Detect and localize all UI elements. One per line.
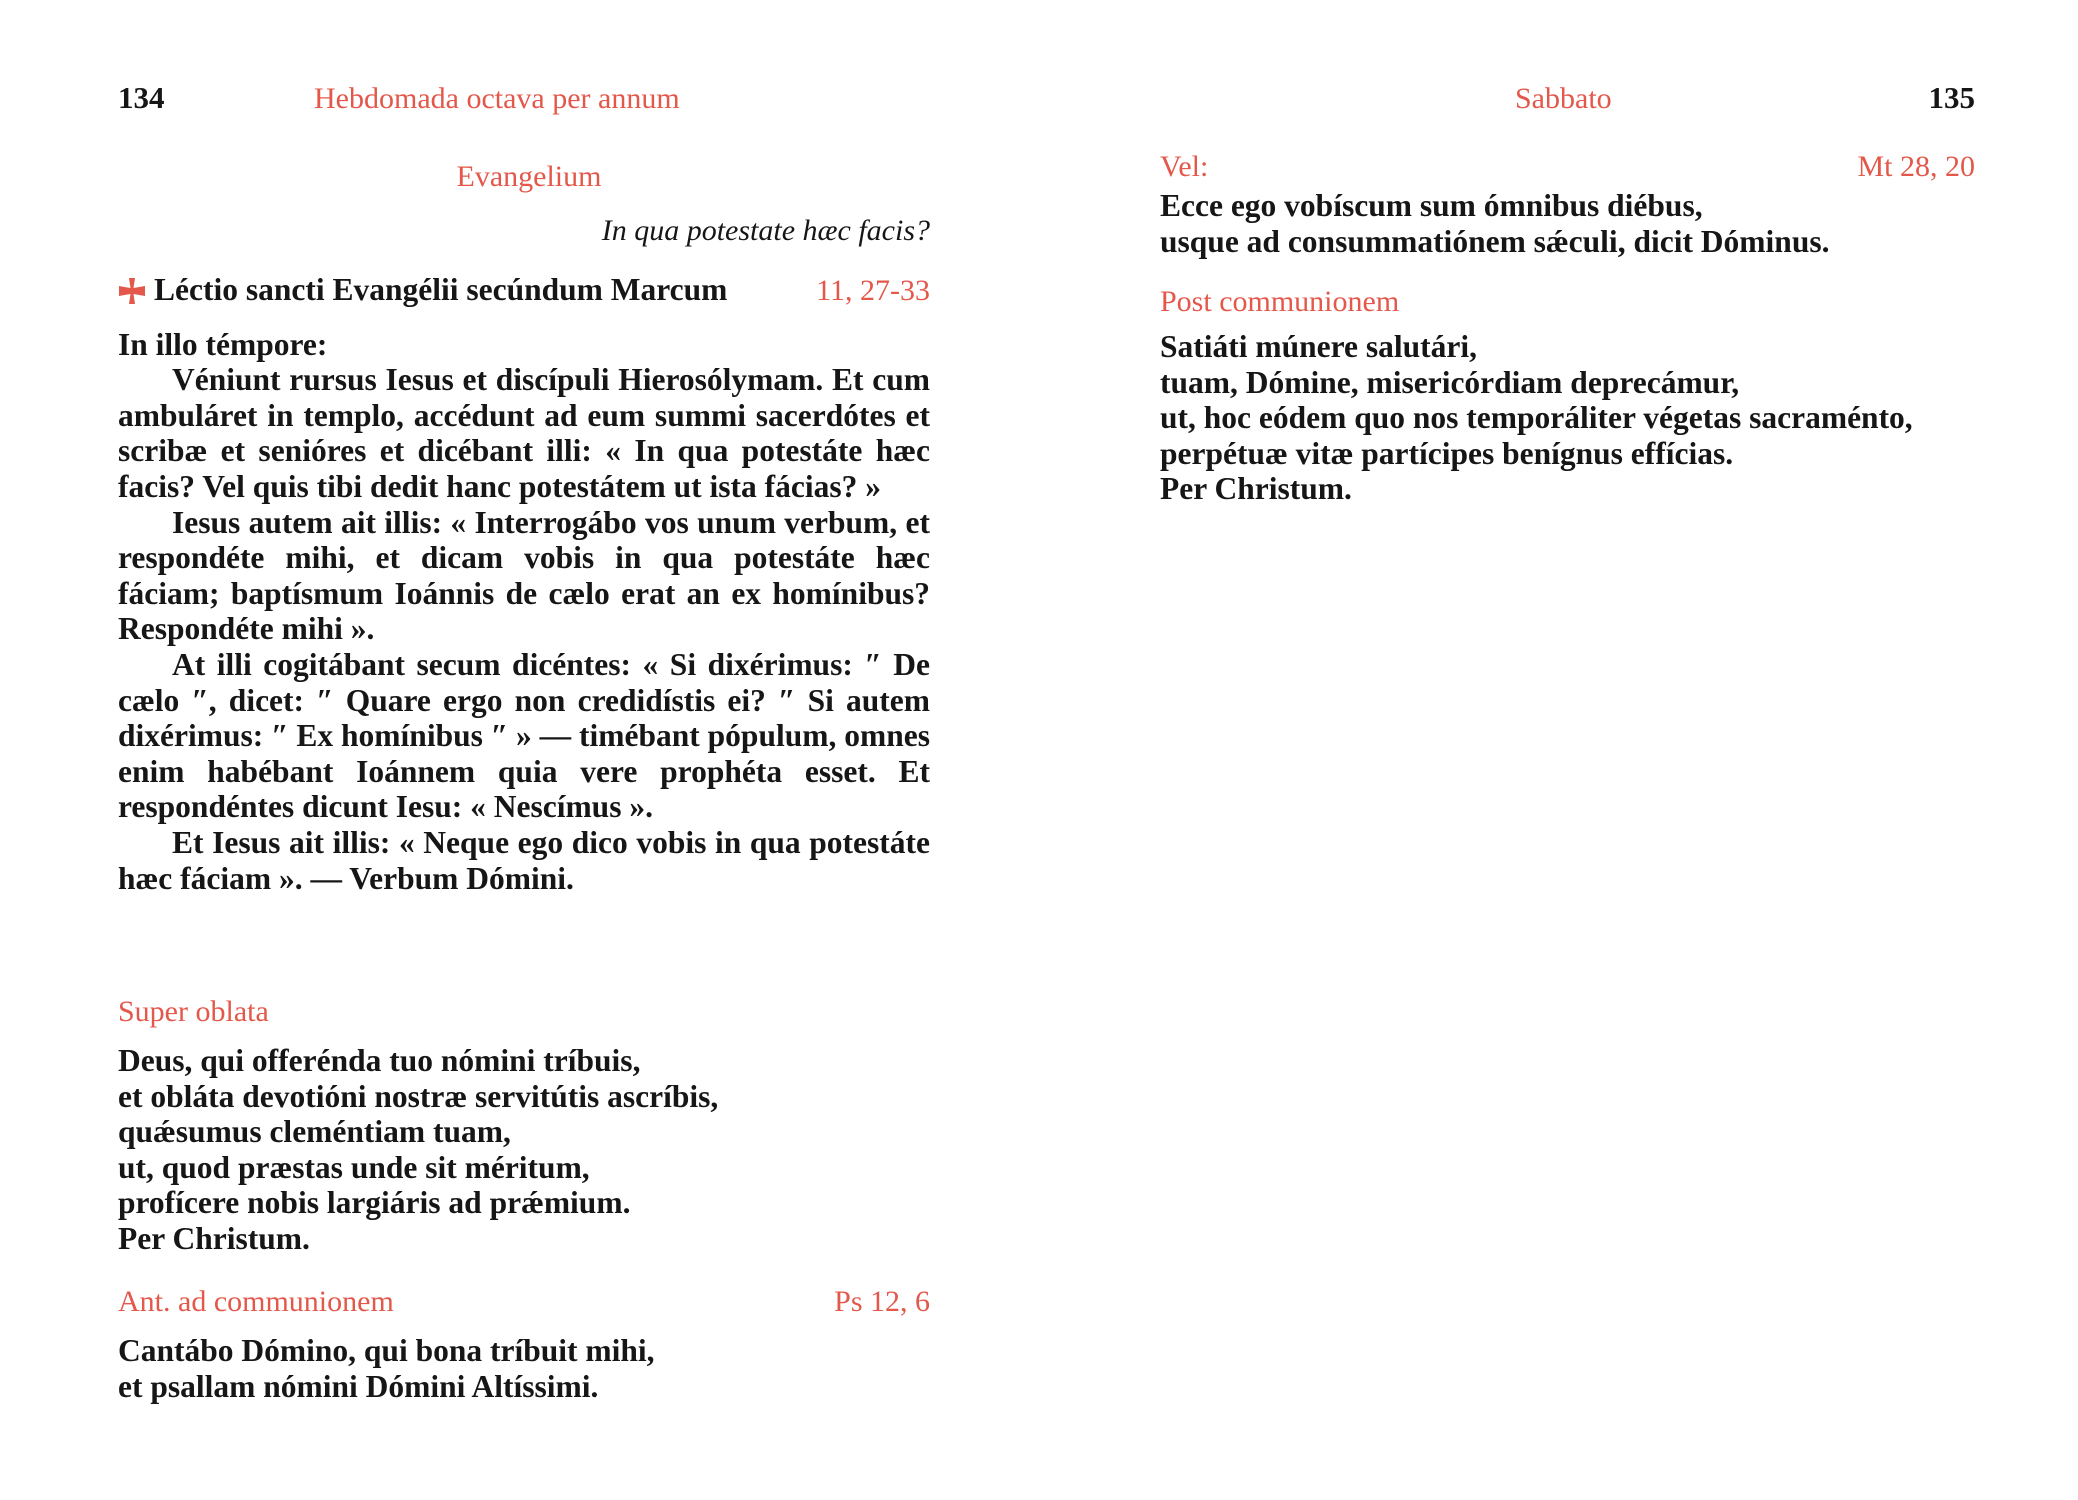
page-number-right: 135 [1928,80,1975,115]
text-line: tuam, Dómine, misericórdiam deprecámur, [1160,364,1740,400]
text-line: Ecce ego vobíscum sum ómnibus diébus, [1160,188,1703,223]
communion-antiphon-section [118,1285,930,1404]
text-line: profícere nobis largiáris ad prǽmium. [118,1185,631,1221]
lectio-reference: 11, 27-33 [816,274,930,307]
vel-heading: Vel: [1160,150,1209,183]
page-number-left: 134 [118,80,165,115]
right-page [1160,0,1975,1500]
vel-reference: Mt 28, 20 [1857,150,1975,183]
super-oblata-heading: Super oblata [118,995,269,1028]
post-communionem-text [1160,329,1975,507]
text-line: usque ad consummatiónem sǽculi, dicit Dóminus. [1160,223,1830,259]
text-line: Deus, qui offerénda tuo nómini tríbuis, [118,1043,641,1078]
gospel-paragraph-1: Véniunt rursus Iesus et discípuli Hierosólymam. Et cum ambuláret in templo, accédunt ad eum summi sacerdótes et scribæ et senióres et dicébant illi: « In qua potestáte hæc facis? Vel quis tibi dedit hanc potestátem ut ista fácias? » [118,362,930,504]
lectio-row [118,272,930,313]
opening-line: In illo témpore: [118,326,328,362]
text-line: ut, hoc eódem quo nos temporáliter végetas sacraménto, [1160,400,1913,436]
running-head-right: Sabbato [1515,82,1612,115]
left-page [118,0,930,1500]
cross-icon [118,277,146,313]
text-line: Satiáti múnere salutári, [1160,329,1478,364]
text-line: quǽsumus cleméntiam tuam, [118,1114,511,1150]
gospel-paragraph-4: Et Iesus ait illis: « Neque ego dico vobis in qua potestáte hæc fáciam ». — Verbum Dómini. [118,824,930,896]
text-line: perpétuæ vitæ partícipes benígnus effícias. [1160,435,1734,471]
running-head-left: Hebdomada octava per annum [314,82,680,115]
communion-antiphon-header [118,1285,930,1319]
text-line: et psallam nómini Dómini Altíssimi. [118,1368,599,1404]
super-oblata-text [118,1043,930,1257]
post-communionem-heading: Post communionem [1160,285,1400,318]
evangelium-section [118,160,930,896]
communion-antiphon-reference: Ps 12, 6 [834,1285,930,1318]
lectio-line: Léctio sancti Evangélii secúndum Marcum [118,272,727,313]
communion-antiphon-heading: Ant. ad communionem [118,1285,394,1318]
evangelium-heading: Evangelium [456,160,602,193]
text-line: Per Christum. [1160,471,1352,507]
text-line: ut, quod præstas unde sit méritum, [118,1149,590,1185]
vel-text [1160,188,1975,259]
text-line: Cantábo Dómino, qui bona tríbuit mihi, [118,1333,655,1368]
communion-antiphon-text [118,1333,930,1404]
gospel-paragraph-3: At illi cogitábant secum dicéntes: « Si dixérimus: ″ De cælo ″, dicet: ″ Quare ergo non credidístis ei? ″ Si autem dixérimus: ″ Ex homínibus ″ » — timébant pópulum, omnes enim habébant Ioánnem quia vere prophéta esset. Et respondéntes dicunt Iesu: « Nescímus ». [118,646,930,825]
text-line: et obláta devotióni nostræ servitútis ascríbis, [118,1078,719,1114]
evangelium-motto: In qua potestate hæc facis? [601,214,930,247]
text-line: Per Christum. [118,1220,310,1256]
vel-header [1160,150,1975,184]
post-communionem-section [1160,285,1975,507]
super-oblata-section [118,995,930,1257]
vel-section [1160,150,1975,259]
gospel-paragraph-2: Iesus autem ait illis: « Interrogábo vos unum verbum, et respondéte mihi, et dicam vobis in qua potestáte hæc fáciam; baptísmum Ioánnis de cælo erat an ex homínibus? Respondéte mihi ». [118,504,930,647]
